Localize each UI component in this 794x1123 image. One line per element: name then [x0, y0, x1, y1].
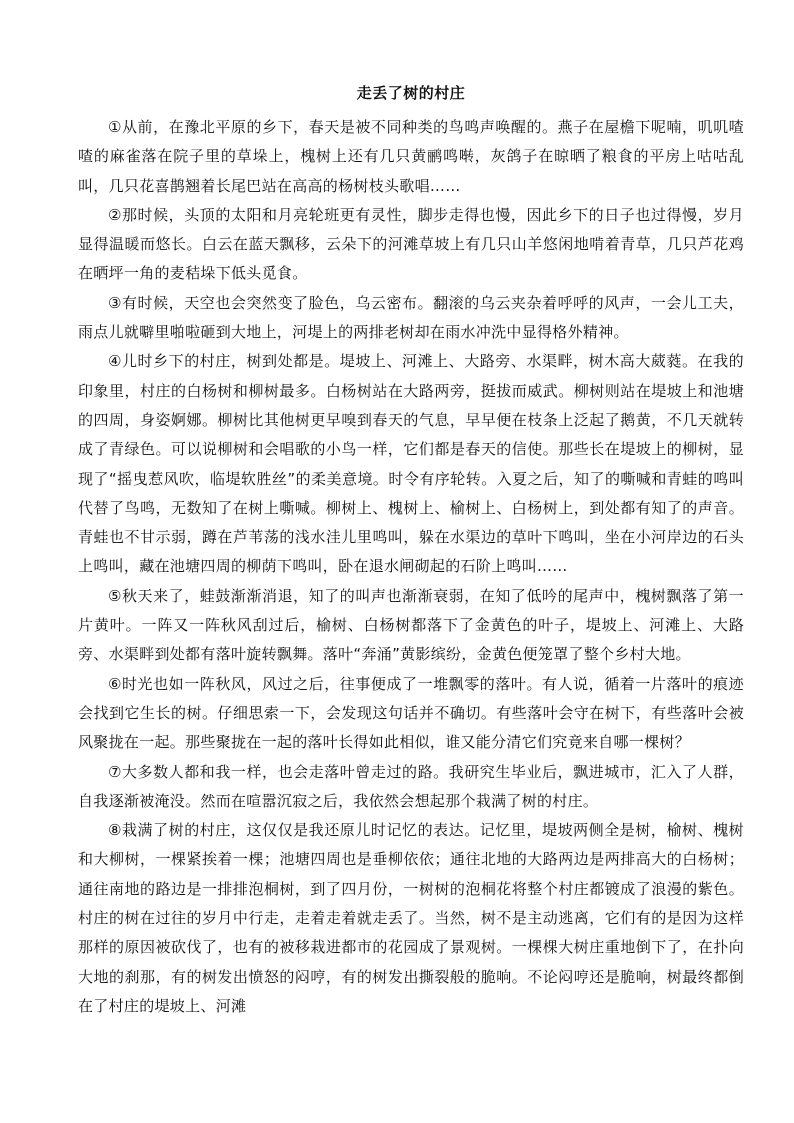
paragraph-8: ⑧栽满了树的村庄，这仅仅是我还原儿时记忆的表达。记忆里，堤坡两侧全是树，榆树、槐树和大柳树，一棵紧挨着一棵；池塘四周也是垂柳依依；通往北地的大路两边是两排高大的白杨树；通往南地的路边是一排排泡桐树，到了四月份，一树树的泡桐花将整个村庄都镀成了浪漫的紫色。村庄的树在过往的岁月中行走，走着走着就走丢了。当然，树不是主动逃离，它们有的是因为这样那样的原因被砍伐了，也有的被移栽进都市的花园成了景观树。一棵棵大树庄重地倒下了，在扑向大地的刹那，有的树发出愤怒的闷哼，有的树发出撕裂般的脆响。不论闷哼还是脆响，树最终都倒在了村庄的堤坡上、河滩 [78, 821, 744, 1015]
document-page [78, 83, 744, 1021]
paragraph-4: ④儿时乡下的村庄，树到处都是。堤坡上、河滩上、大路旁、水渠畔，树木高大葳蕤。在我的印象里，村庄的白杨树和柳树最多。白杨树站在大路两旁，挺拔而威武。柳树则站在堤坡上和池塘的四周，身姿婀娜。柳树比其他树更早嗅到春天的气息，早早便在枝条上泛起了鹅黄，不几天就转成了青绿色。可以说柳树和会唱歌的小鸟一样，它们都是春天的信使。那些长在堤坡上的柳树，显现了“摇曳惹风吹，临堤软胜丝”的柔美意境。时令有序轮转。入夏之后，知了的嘶喊和青蛙的鸣叫代替了鸟鸣，无数知了在树上嘶喊。柳树上、槐树上、榆树上、白杨树上，到处都有知了的声音。青蛙也不甘示弱，蹲在芦苇荡的浅水洼儿里鸣叫，躲在水渠边的草叶下鸣叫，坐在小河岸边的石头上鸣叫，藏在池塘四周的柳荫下鸣叫，卧在退水闸砌起的石阶上鸣叫…… [78, 352, 744, 576]
paragraph-7: ⑦大多数人都和我一样，也会走落叶曾走过的路。我研究生毕业后，飘进城市，汇入了人群，自我逐渐被淹没。然而在喧嚣沉寂之后，我依然会想起那个栽满了树的村庄。 [78, 762, 744, 810]
document-title: 走丢了树的村庄 [356, 84, 466, 102]
paragraph-2: ②那时候，头顶的太阳和月亮轮班更有灵性，脚步走得也慢，因此乡下的日子也过得慢，岁月显得温暖而悠长。白云在蓝天飘移，云朵下的河滩草坡上有几只山羊悠闲地啃着青草，几只芦花鸡在晒坪一角的麦秸垛下低头觅食。 [78, 205, 744, 283]
paragraph-6: ⑥时光也如一阵秋风，风过之后，往事便成了一堆飘零的落叶。有人说，循着一片落叶的痕迹会找到它生长的树。仔细思索一下，会发现这句话并不确切。有些落叶会守在树下，有些落叶会被风聚拢在一起。那些聚拢在一起的落叶长得如此相似，谁又能分清它们究竟来自哪一棵树？ [78, 674, 744, 752]
paragraph-1: ①从前，在豫北平原的乡下，春天是被不同种类的鸟鸣声唤醒的。燕子在屋檐下呢喃，叽叽喳喳的麻雀落在院子里的草垛上，槐树上还有几只黄鹂鸣啭，灰鸽子在晾晒了粮食的平房上咕咕乱叫，几只花喜鹊翘着长尾巴站在高高的杨树枝头歌唱…… [78, 118, 744, 195]
paragraph-5: ⑤秋天来了，蛙鼓渐渐消退，知了的叫声也渐渐衰弱，在知了低吟的尾声中，槐树飘落了第一片黄叶。一阵又一阵秋风刮过后，榆树、白杨树都落下了金黄色的叶子，堤坡上、河滩上、大路旁、水渠畔到处都有落叶旋转飘舞。落叶“奔涌”黄影缤纷，金黄色便笼罩了整个乡村大地。 [78, 586, 744, 664]
paragraph-3: ③有时候，天空也会突然变了脸色，乌云密布。翻滚的乌云夹杂着呼呼的风声，一会儿工夫，雨点儿就噼里啪啦砸到大地上，河堤上的两排老树却在雨水冲洗中显得格外精神。 [78, 293, 744, 342]
